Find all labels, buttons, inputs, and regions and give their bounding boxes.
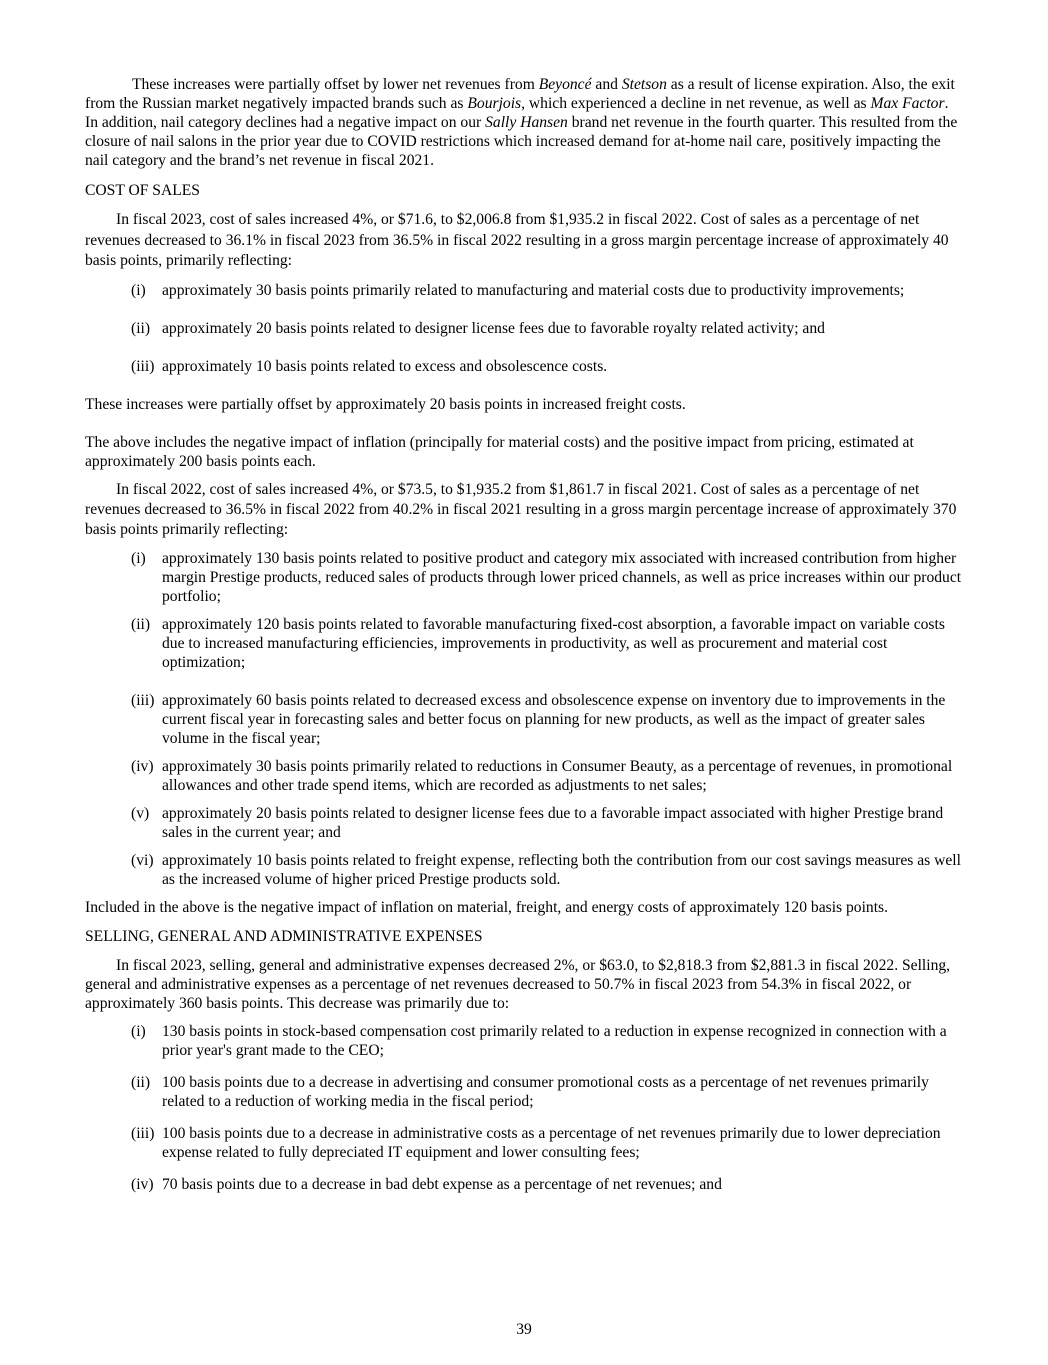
list-item-text: approximately 60 basis points related to decreased excess and obsolescence expense on inventory due to improvements in the current fiscal year in forecasting sales and better focus on planning for new products, as well as the impact of greater sales volume in the fiscal year;: [162, 691, 946, 747]
cost-of-sales-heading: COST OF SALES: [85, 182, 200, 199]
list-item: [131, 549, 963, 606]
list-item-number: (iv): [131, 757, 154, 775]
list-item: [131, 319, 963, 338]
intro-text-2: and: [591, 76, 622, 93]
document-page: [85, 75, 963, 1194]
list-item-number: (i): [131, 1022, 146, 1040]
list-item-number: (iii): [131, 691, 155, 709]
list-item: [131, 357, 963, 376]
list-item-number: (v): [131, 804, 150, 822]
list-item-text: approximately 30 basis points primarily related to reductions in Consumer Beauty, as a percentage of revenues, in promotional allowances and other trade spend items, which are recorded as adjustments to net sales;: [162, 757, 953, 794]
brand-sally-hansen: Sally Hansen: [485, 114, 568, 131]
list-item-number: (ii): [131, 319, 151, 337]
list-item-number: (i): [131, 549, 146, 567]
list-item-text: approximately 10 basis points related to excess and obsolescence costs.: [162, 357, 608, 375]
brand-stetson: Stetson: [621, 76, 667, 93]
brand-beyonce: Beyoncé: [538, 76, 592, 93]
sga-heading: SELLING, GENERAL AND ADMINISTRATIVE EXPENSES: [85, 927, 483, 945]
list-item-number: (ii): [131, 1073, 151, 1091]
sga-list: [85, 1022, 963, 1194]
page-number: 39: [516, 1321, 532, 1338]
list-item-text: approximately 20 basis points related to designer license fees due to a favorable impact associated with higher Prestige brand sales in the current year; and: [162, 804, 944, 841]
list-item-text: approximately 120 basis points related to favorable manufacturing fixed-cost absorption, a favorable impact on variable costs due to increased manufacturing efficiencies, improvements in productivity, as well as procurement and material cost optimization;: [162, 615, 945, 671]
list-item: [131, 1022, 963, 1060]
list-item: [131, 691, 963, 748]
list-item-text: approximately 10 basis points related to freight expense, reflecting both the contribution from our cost savings measures as well as the increased volume of higher priced Prestige products sold.: [162, 851, 961, 888]
cos-fy2023-paragraph: In fiscal 2023, cost of sales increased 4%, or $71.6, to $2,006.8 from $1,935.2 in fiscal 2022. Cost of sales as a percentage of net revenues decreased to 36.1% in fiscal 2023 from 36.5% in fiscal 2022 resulting in a gross margin percentage increase of approximately 40 basis points, primarily reflecting:: [85, 211, 949, 269]
list-item: [131, 1175, 963, 1194]
intro-text-1: These increases were partially offset by lower net revenues from: [132, 76, 539, 93]
intro-text-6: brand net revenue in the fourth quarter. This resulted from the closure of nail salons in the prior year due to COVID restrictions which increased demand for at-home nail care, positively impacting the nail category and the brand’s net revenue in fiscal 2021.: [85, 114, 958, 169]
cos-inflation-paragraph: The above includes the negative impact of inflation (principally for material costs) and the positive impact from pricing, estimated at approximately 200 basis points each.: [85, 433, 914, 470]
list-item: [131, 615, 963, 672]
cos-offset-paragraph: These increases were partially offset by approximately 20 basis points in increased freight costs.: [85, 395, 686, 413]
list-item-number: (i): [131, 281, 146, 299]
intro-text-5: . In addition, nail category declines had a negative impact on our: [85, 95, 949, 131]
list-item-number: (iii): [131, 1124, 155, 1142]
list-item-text: 70 basis points due to a decrease in bad debt expense as a percentage of net revenues; and: [162, 1175, 722, 1193]
brand-max-factor: Max Factor: [870, 95, 945, 112]
list-item-text: approximately 20 basis points related to designer license fees due to favorable royalty related activity; and: [162, 319, 825, 337]
list-item: [131, 804, 963, 842]
brand-bourjois: Bourjois: [467, 95, 522, 112]
sga-fy2023-paragraph: In fiscal 2023, selling, general and administrative expenses decreased 2%, or $63.0, to $2,818.3 from $2,881.3 in fiscal 2022. Selling, general and administrative expenses as a percentage of net revenues decreased to 50.7% in fiscal 2023 from 54.3% in fiscal 2022, or approximately 360 basis points. This decrease was primarily due to:: [85, 956, 951, 1012]
list-item: [131, 1073, 963, 1111]
cos-fy2022-list: [85, 549, 963, 889]
list-item-text: approximately 130 basis points related to positive product and category mix associated with increased contribution from higher margin Prestige products, reduced sales of products through lower priced channels, as well as price increases within our product portfolio;: [162, 549, 962, 605]
cos-fy2022-paragraph: In fiscal 2022, cost of sales increased 4%, or $73.5, to $1,935.2 from $1,861.7 in fiscal 2021. Cost of sales as a percentage of net revenues decreased to 36.5% in fiscal 2022 from 40.2% in fiscal 2021 resulting in a gross margin percentage increase of approximately 370 basis points primarily reflecting:: [85, 480, 957, 538]
list-item: [131, 281, 963, 300]
list-item: [131, 851, 963, 889]
intro-paragraph: [85, 75, 963, 170]
list-item-number: (vi): [131, 851, 154, 869]
list-item: [131, 757, 963, 795]
list-item: [131, 1124, 963, 1162]
list-item-text: 100 basis points due to a decrease in advertising and consumer promotional costs as a percentage of net revenues primarily related to a reduction of working media in the fiscal period;: [162, 1073, 929, 1110]
list-item-number: (ii): [131, 615, 151, 633]
intro-text-4: , which experienced a decline in net revenue, as well as: [521, 95, 871, 112]
list-item-text: approximately 30 basis points primarily related to manufacturing and material costs due to productivity improvements;: [162, 281, 905, 299]
list-item-number: (iii): [131, 357, 155, 375]
list-item-text: 130 basis points in stock-based compensation cost primarily related to a reduction in expense recognized in connection with a prior year's grant made to the CEO;: [162, 1022, 947, 1059]
list-item-text: 100 basis points due to a decrease in administrative costs as a percentage of net revenues primarily due to lower depreciation expense related to fully depreciated IT equipment and lower consulting fees;: [162, 1124, 941, 1161]
list-item-number: (iv): [131, 1175, 154, 1193]
cos-inflation2-paragraph: Included in the above is the negative impact of inflation on material, freight, and energy costs of approximately 120 basis points.: [85, 898, 889, 916]
intro-text-3: as a result of license expiration. Also, the exit from the Russian market negatively impacted brands such as: [85, 76, 955, 112]
cos-fy2023-list: [85, 281, 963, 376]
